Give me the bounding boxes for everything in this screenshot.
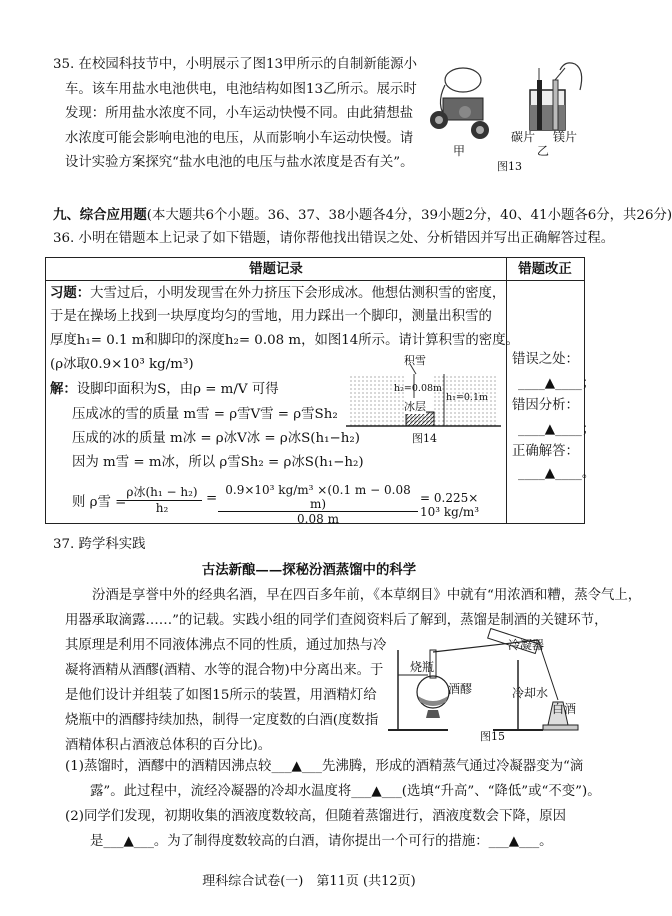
s1d: (选填“升高”、“降低”或“不变”)。 <box>401 784 601 799</box>
q35-line2: 车。该车用盐水电池供电，电池结构如图13乙所示。展示时 <box>65 82 417 97</box>
solution-line3: 压成的冰的质量 m冰 = ρ冰V冰 = ρ冰S(h₁−h₂) <box>72 431 360 446</box>
blank-marker: ▲ <box>371 784 382 799</box>
correction-cause-label: 错因分析： <box>512 398 579 413</box>
q37-s2-line2: 是___▲___。为了制得度数较高的白酒，请你提出一个可行的措施：___▲___。 <box>90 834 553 849</box>
exercise-text1: 大雪过后，小明发现雪在外力挤压下会形成冰。他想估测积雪的密度， <box>90 286 506 301</box>
frac1-num: ρ冰(h₁ − h₂) <box>122 483 202 501</box>
correction-answer-label: 正确解答： <box>512 444 579 459</box>
s2c: 。为了制得度数较高的白酒，请你提出一个可行的措施： <box>153 834 489 849</box>
fig15-label-baijiu: 白酒 <box>552 702 577 716</box>
solution-text1: 设脚印面积为S，由ρ = m/V 可得 <box>76 382 279 397</box>
fig13-caption: 图13 <box>497 160 522 173</box>
fig13-label-yi: 乙 <box>537 144 550 158</box>
fig15-label-mash: 酒醪 <box>448 682 473 696</box>
q37-s1-line2: 露”。此过程中，流经冷凝器的冷却水温度将___▲___(选填“升高”、“降低”或“不变”)。 <box>90 784 601 799</box>
figure-15 <box>388 630 588 745</box>
q37-p7: 酒精体积占酒液总体积的百分比)。 <box>65 738 272 753</box>
section9-desc: (本大题共6个小题。36、37、38小题各4分，39小题2分，40、41小题各6分，共26分) <box>146 208 672 223</box>
blank-marker: ▲ <box>123 834 134 849</box>
frac2 <box>218 483 418 526</box>
exercise-line3: 厚度h₁= 0.1 m和脚印的深度h₂= 0.08 m，如图14所示。请计算积雪的密度。 <box>50 333 519 348</box>
exercise-line1 <box>50 283 505 304</box>
error-table <box>45 257 596 526</box>
solution-line1 <box>50 379 279 400</box>
table-header-right: 错题改正 <box>518 261 572 277</box>
q37-p4: 凝将酒精从酒醪(酒精、水等的混合物)中分离出来。于 <box>65 663 384 678</box>
fig14-label-h1: h₁=0.1m <box>446 392 489 403</box>
q37-p6: 烧瓶中的酒醪持续加热，制得一定度数的白酒(度数指 <box>65 713 379 728</box>
section9-title: 九、综合应用题 <box>53 207 147 223</box>
frac2-den: 0.08 m <box>297 512 339 526</box>
table-header-left: 错题记录 <box>249 261 303 277</box>
s2d: 。 <box>539 834 553 849</box>
exercise-line4: (ρ冰取0.9×10³ kg/m³) <box>50 357 194 372</box>
solution-line5 <box>72 483 502 526</box>
table-divider <box>506 258 507 523</box>
solution-label: 解： <box>50 381 77 397</box>
q35-line5: 设计实验方案探究“盐水电池的电压与盐水浓度是否有关”。 <box>65 155 414 170</box>
fig15-label-water: 冷却水 <box>512 686 549 700</box>
equals: = <box>206 491 218 506</box>
semicolon: ； <box>581 376 596 391</box>
fig15-label-condenser: 冷凝器 <box>508 638 545 652</box>
fig15-caption: 图15 <box>480 730 505 743</box>
solution-lhs: 则 ρ雪 = <box>72 495 127 510</box>
q37-s2-line1: (2)同学们发现，初期收集的酒液度数较高，但随着蒸馏进行，酒液度数会下降，原因 <box>65 809 567 824</box>
semicolon: ； <box>581 422 596 437</box>
q35-line1: 35. 在校园科技节中，小明展示了图13甲所示的自制新能源小 <box>53 57 417 72</box>
q37-p5: 是他们设计并组装了如图15所示的装置，用酒精灯给 <box>65 688 377 703</box>
fig14-label-ice: 冰层 <box>404 400 426 413</box>
s1c: 露”。此过程中，流经冷凝器的冷却水温度将 <box>90 784 352 799</box>
blank-marker: ▲ <box>544 422 556 437</box>
figure-14 <box>346 356 501 458</box>
correction-error-label: 错误之处： <box>512 352 579 367</box>
blank-marker: ▲ <box>508 834 520 849</box>
blank-marker: ▲ <box>291 759 302 774</box>
section9-heading <box>53 205 672 226</box>
correction-blank1: ____▲____； <box>518 376 596 391</box>
q37-p3: 其原理是利用不同液体沸点不同的性质，通过加热与冷 <box>65 638 387 653</box>
page-footer: 理科综合试卷(一) 第11页 (共12页) <box>202 874 416 889</box>
solution-result: = 0.225× 10³ kg/m³ <box>420 491 480 519</box>
q36-intro: 36. 小明在错题本上记录了如下错题，请你帮他找出错误之处、分析错因并写出正确解答过程。 <box>53 231 615 246</box>
fig14-caption: 图14 <box>412 432 437 445</box>
q37-title: 古法新酿——探秘汾酒蒸馏中的科学 <box>201 562 417 578</box>
s1a: (1)蒸馏时，酒醪中的酒精因沸点较 <box>65 759 272 774</box>
frac2-num: 0.9×10³ kg/m³ ×(0.1 m − 0.08 m) <box>218 483 418 512</box>
figure-13 <box>425 50 595 180</box>
exercise-line2: 于是在操场上找到一块厚度均匀的雪地，用力踩出一个脚印，测量出积雪的 <box>50 309 492 324</box>
s2b: 是 <box>90 834 104 849</box>
q37-label: 37. 跨学科实践 <box>53 537 146 552</box>
correction-blank3: ____▲____。 <box>518 466 596 481</box>
exercise-label: 习题： <box>50 285 91 301</box>
q37-s1-line1: (1)蒸馏时，酒醪中的酒精因沸点较___▲___先沸腾，形成的酒精蒸气通过冷凝器变为“滴 <box>65 759 584 774</box>
blank-marker: ▲ <box>544 466 556 481</box>
frac1 <box>122 483 202 515</box>
fig15-label-flask: 烧瓶 <box>410 660 435 674</box>
blank-marker: ▲ <box>544 376 556 391</box>
period: 。 <box>581 466 596 481</box>
fig14-label-snow: 积雪 <box>404 354 426 367</box>
fig13-label-jia: 甲 <box>453 144 466 158</box>
fig14-label-h2: h₂=0.08m <box>394 383 443 394</box>
q37-p2: 用器承取滴露……”的记载。实践小组的同学们查阅资料后了解到，蒸馏是制酒的关键环节， <box>65 613 608 628</box>
q37-p1: 汾酒是享誉中外的经典名酒，早在四百多年前，《本草纲目》中就有“用浓酒和糟，蒸令气上， <box>92 588 642 603</box>
q35-line3: 发现：所用盐水浓度不同，小车运动快慢不同。由此猜想盐 <box>65 106 414 121</box>
fig13-label-tan: 碳片 <box>511 130 536 144</box>
q35-line4: 水浓度可能会影响电池的电压，从而影响小车运动快慢。请 <box>65 131 414 146</box>
correction-blank2: ____▲____； <box>518 422 596 437</box>
solution-line2: 压成冰的雪的质量 m雪 = ρ雪V雪 = ρ雪Sh₂ <box>72 407 338 422</box>
s1b: 先沸腾，形成的酒精蒸气通过冷凝器变为“滴 <box>321 759 584 774</box>
fig13-label-mei: 镁片 <box>553 130 578 144</box>
solution-line4: 因为 m雪 = m冰，所以 ρ雪Sh₂ = ρ冰S(h₁−h₂) <box>72 455 364 470</box>
frac1-den: h₂ <box>155 501 169 515</box>
